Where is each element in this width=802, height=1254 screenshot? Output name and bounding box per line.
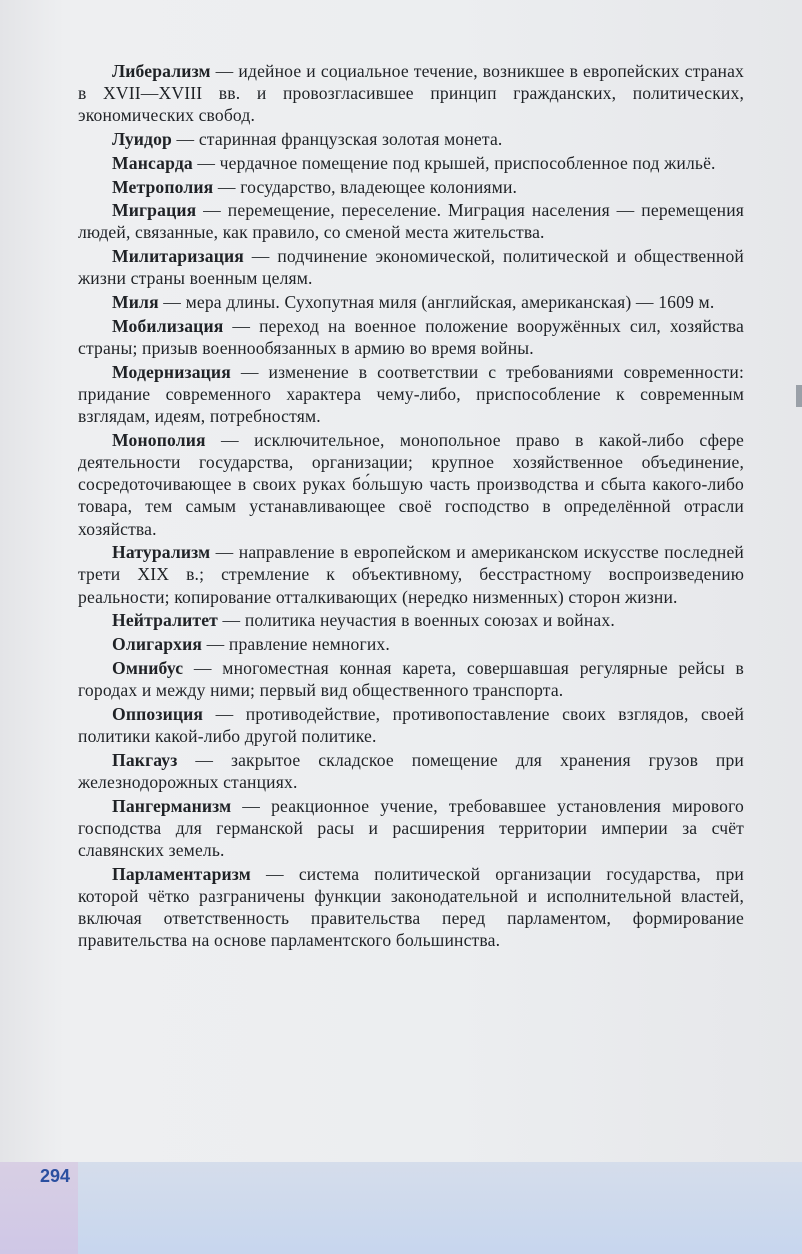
glossary-term: Нейтралитет (112, 610, 218, 631)
footer-band (0, 1162, 802, 1254)
glossary-entry: Монополия — исключительное, монопольное право в какой-либо сфере деятельности государства, организации; крупное хозяйственное объединение, сосредоточивающее в своих руках бо́льшую часть производства и сбыта какого-либо товара, тем самым устанавливающее своё господство в определённой отрасли хозяйства. (78, 429, 745, 539)
glossary-definition: политика неучастия в военных союзах и войнах. (244, 610, 615, 631)
glossary-text (78, 60, 744, 953)
glossary-term: Оппозиция (112, 703, 204, 724)
glossary-entry: Милитаризация — подчинение экономической, политической и общественной жизни страны военным целям. (78, 246, 744, 289)
glossary-term: Парламентаризм (112, 863, 251, 884)
glossary-definition: старинная французская золотая монета. (198, 129, 503, 150)
glossary-definition: государство, владеющее колониями. (240, 176, 518, 197)
glossary-term: Омнибус (112, 657, 184, 678)
page-edge-mark (796, 385, 802, 407)
glossary-definition: идейное и социальное течение, возникшее в европейских странах в XVII—XVIII вв. и провозгласившее принцип гражданских, политических, экономических свобод. (78, 61, 745, 126)
glossary-term: Либерализм (112, 61, 211, 81)
glossary-entry: Модернизация — изменение в соответствии с требованиями современности: придание современного характера чему-либо, приспособление к современным взглядам, идеям, потребностям. (78, 361, 744, 427)
glossary-definition: реакционное учение, требовавшее установления мирового господства для германской расы и расширения территории империи за счёт славянских земель. (78, 795, 744, 860)
glossary-definition: переход на военное положение вооружённых сил, хозяйства страны; призыв военнообязанных в армию во время войны. (78, 315, 744, 358)
glossary-entry: Метрополия — государство, владеющее колониями. (112, 176, 518, 197)
glossary-entry: Миля — мера длины. Сухопутная миля (английская, американская) — 1609 м. (112, 292, 715, 313)
glossary-definition: направление в европейском и американском искусстве последней трети XIX в.; стремление к объективному, бесстрастному воспроизведению реальности; копирование отталкивающих (нередко низменных) сторон жизни. (78, 542, 744, 607)
glossary-definition: перемещение, переселение. Миграция населения — перемещения людей, связанные, как правило, со сменой места жительства. (78, 200, 744, 243)
glossary-entry: Оппозиция — противодействие, противопоставление своих взглядов, своей политики какой-либо другой политике. (78, 703, 745, 746)
glossary-definition: исключительное, монопольное право в какой-либо сфере деятельности государства, организации; крупное хозяйственное объединение, сосредоточивающее в своих руках бо́льшую часть производства и сбыта какого-либо товара, тем самым устанавливающее своё господство в определённой отрасли хозяйства. (78, 429, 745, 539)
page-number: 294 (40, 1166, 71, 1186)
glossary-term: Миграция (112, 200, 197, 221)
glossary-definition: противодействие, противопоставление своих взглядов, своей политики какой-либо другой политике. (78, 703, 745, 746)
glossary-term: Пакгауз (112, 749, 178, 770)
glossary-entry: Луидор — старинная французская золотая монета. (112, 129, 503, 150)
glossary-term: Миля (112, 292, 159, 313)
glossary-entry: Олигархия — правление немногих. (112, 634, 390, 655)
glossary-entry: Мобилизация — переход на военное положение вооружённых сил, хозяйства страны; призыв военнообязанных в армию во время войны. (78, 315, 744, 358)
glossary-term: Мобилизация (112, 315, 224, 336)
glossary-term: Луидор (112, 129, 172, 150)
glossary-entry: Мансарда — чердачное помещение под крышей, приспособленное под жильё. (112, 152, 716, 173)
glossary-entry: Пангерманизм — реакционное учение, требовавшее установления мирового господства для германской расы и расширения территории империи за счёт славянских земель. (78, 795, 744, 860)
glossary-entry: Нейтралитет — политика неучастия в военных союзах и войнах. (112, 610, 615, 631)
glossary-term: Модернизация (112, 361, 231, 382)
glossary-definition: чердачное помещение под крышей, приспособленное под жильё. (219, 152, 716, 173)
glossary-definition: изменение в соответствии с требованиями современности: придание современного характера чему-либо, приспособление к современным взглядам, идеям, потребностям. (78, 361, 744, 427)
glossary-term: Пангерманизм (112, 795, 232, 816)
glossary-term: Олигархия (112, 634, 203, 655)
glossary-term: Мансарда (112, 152, 193, 173)
glossary-term: Натурализм (112, 542, 211, 563)
glossary-entry: Парламентаризм — система политической организации государства, при которой чётко разграничены функции законодательной и исполнительной властей, включая ответственность правительства перед парламентом, формирование правительства на основе парламентского большинства. (78, 863, 744, 951)
glossary-entry: Миграция — перемещение, переселение. Миграция населения — перемещения людей, связанные, как правило, со сменой места жительства. (78, 200, 744, 243)
glossary-definition: мера длины. Сухопутная миля (английская, американская) — 1609 м. (185, 292, 715, 313)
glossary-definition: многоместная конная карета, совершавшая регулярные рейсы в городах и между ними; первый вид общественного транспорта. (78, 657, 744, 700)
glossary-definition: закрытое складское помещение для хранения грузов при железнодорожных станциях. (78, 749, 745, 792)
glossary-term: Монополия (112, 429, 206, 450)
glossary-entry: Натурализм — направление в европейском и американском искусстве последней трети XIX в.; стремление к объективному, бесстрастному воспроизведению реальности; копирование отталкивающих (нередко низменных) сторон жизни. (78, 542, 744, 607)
glossary-entry: Пакгауз — закрытое складское помещение для хранения грузов при железнодорожных станциях. (78, 749, 745, 792)
glossary-entry: Либерализм — идейное и социальное течение, возникшее в европейских странах в XVII—XVIII вв. и провозгласившее принцип гражданских, политических, экономических свобод. (78, 61, 745, 126)
glossary-definition: система политической организации государства, при которой чётко разграничены функции законодательной и исполнительной властей, включая ответственность правительства перед парламентом, формирование правительства на основе парламентского большинства. (78, 863, 744, 951)
glossary-term: Милитаризация (112, 246, 244, 267)
glossary-entry: Омнибус — многоместная конная карета, совершавшая регулярные рейсы в городах и между ними; первый вид общественного транспорта. (78, 657, 744, 700)
glossary-term: Метрополия (112, 176, 214, 197)
glossary-definition: подчинение экономической, политической и общественной жизни страны военным целям. (78, 246, 744, 289)
glossary-definition: правление немногих. (228, 634, 390, 655)
